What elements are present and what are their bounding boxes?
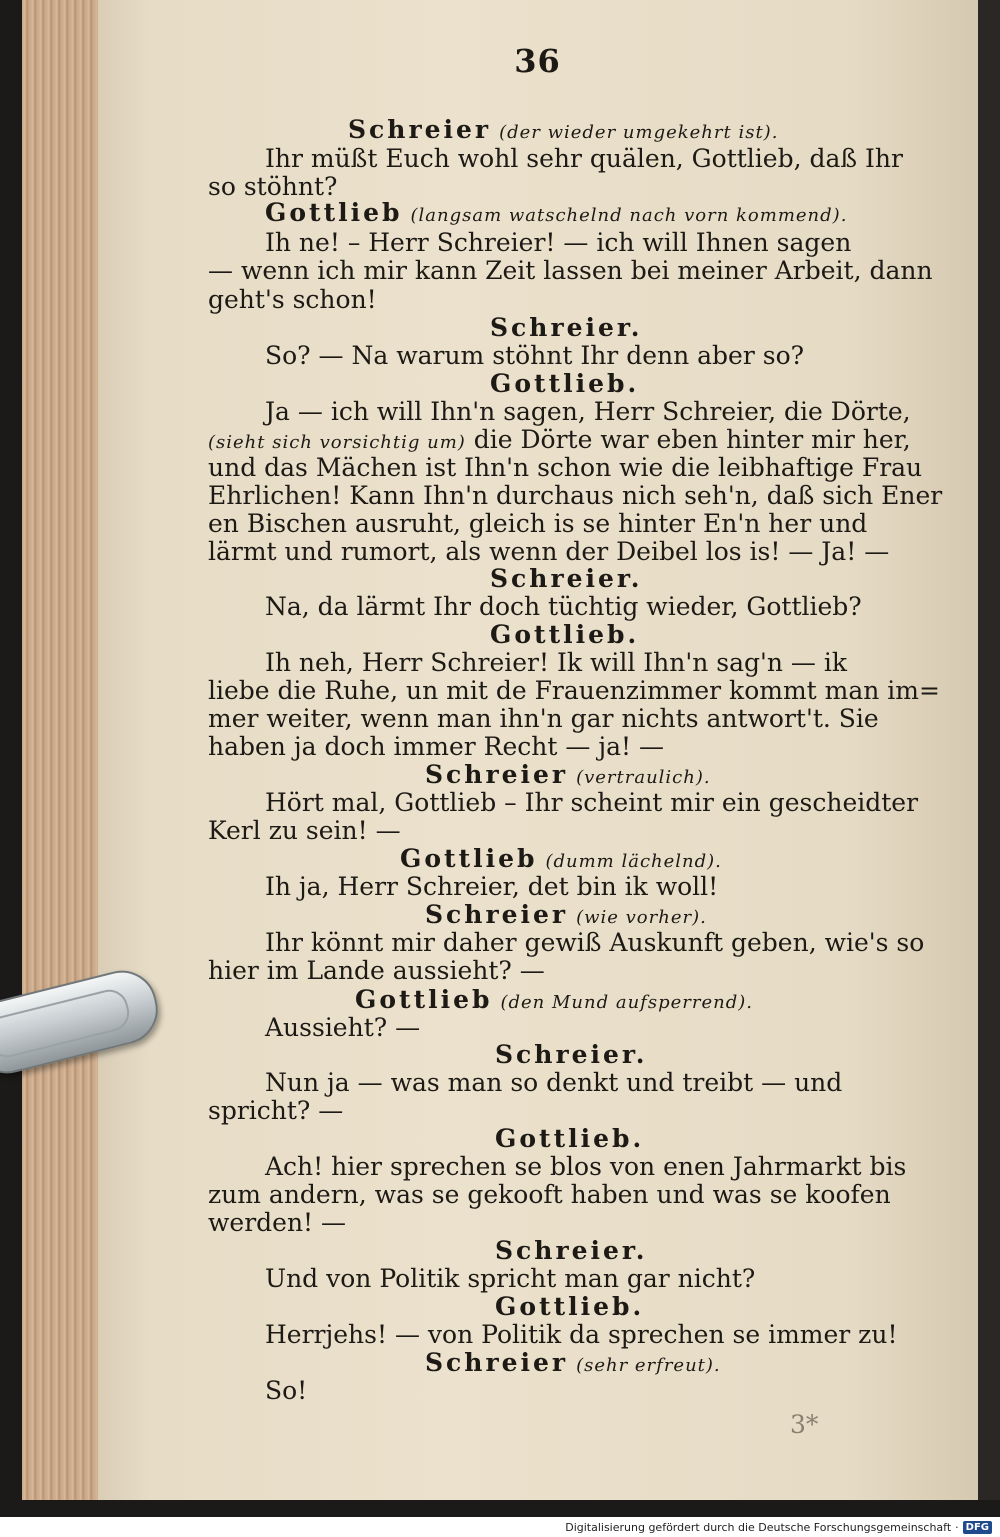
text-line: geht's schon! [208, 285, 377, 314]
speaker-name: Schreier [348, 115, 492, 144]
text-line: mer weiter, wenn man ihn'n gar nichts antwort't. Sie [208, 704, 879, 733]
text-line: Ja — ich will Ihn'n sagen, Herr Schreier, die Dörte, [265, 397, 911, 426]
speaker-name: Gottlieb [400, 844, 538, 873]
text-line: und das Mächen ist Ihn'n schon wie die leibhaftige Frau [208, 453, 923, 482]
stage-direction: (sieht sich vorsichtig um) [208, 432, 466, 453]
text-line: zum andern, was se gekooft haben und was se koofen [208, 1180, 891, 1209]
stage-direction: (vertraulich). [576, 767, 711, 788]
speaker-name: Gottlieb. [490, 369, 640, 398]
dfg-logo: DFG [963, 1521, 992, 1534]
text-line: Ach! hier sprechen se blos von enen Jahrmarkt bis [265, 1152, 907, 1181]
text-line: Ihr müßt Euch wohl sehr quälen, Gottlieb, daß Ihr [265, 144, 903, 173]
text-line: spricht? — [208, 1096, 344, 1125]
speaker-name: Schreier. [495, 1236, 648, 1265]
text-line: werden! — [208, 1208, 347, 1237]
stage-direction: (langsam watschelnd nach vorn kommend). [410, 205, 848, 226]
text-line: Na, da lärmt Ihr doch tüchtig wieder, Gottlieb? [265, 592, 862, 621]
signature-mark: 3* [790, 1410, 819, 1439]
speaker-name: Gottlieb [355, 985, 493, 1014]
footer-text: Digitalisierung gefördert durch die Deutsche Forschungsgemeinschaft [565, 1520, 952, 1534]
stage-direction: (den Mund aufsperrend). [500, 992, 753, 1013]
text-line: So! [265, 1376, 308, 1405]
text-line: Aussieht? — [265, 1013, 421, 1042]
text-line: en Bischen ausruht, gleich is se hinter En'n her und [208, 509, 868, 538]
text-line: Ih neh, Herr Schreier! Ik will Ihn'n sag'n — ik [265, 648, 848, 677]
text-line: So? — Na warum stöhnt Ihr denn aber so? [265, 341, 805, 370]
speaker-heading [265, 198, 847, 231]
text-line: — wenn ich mir kann Zeit lassen bei meiner Arbeit, dann [208, 256, 933, 285]
speaker-name: Schreier. [490, 564, 643, 593]
speaker-name: Schreier. [495, 1040, 648, 1069]
speaker-name: Gottlieb. [495, 1124, 645, 1153]
text-line: Ih ne! – Herr Schreier! — ich will Ihnen sagen [265, 228, 852, 257]
text-line: Kerl zu sein! — [208, 816, 401, 845]
speaker-name: Gottlieb. [490, 620, 640, 649]
text-line: Ih ja, Herr Schreier, det bin ik woll! [265, 872, 719, 901]
stage-direction: (dumm lächelnd). [545, 851, 722, 872]
text-line: liebe die Ruhe, un mit de Frauenzimmer kommt man im= [208, 676, 940, 705]
page-content [100, 0, 975, 1500]
text-line: hier im Lande aussieht? — [208, 956, 545, 985]
text-line: Hört mal, Gottlieb – Ihr scheint mir ein gescheidter [265, 788, 919, 817]
speaker-name: Schreier [425, 900, 569, 929]
text-line: Ihr könnt mir daher gewiß Auskunft geben, wie's so [265, 928, 925, 957]
text-fragment: die Dörte war eben hinter mir her, [465, 425, 911, 454]
right-dark-edge [975, 0, 1000, 1500]
speaker-name: Schreier [425, 1348, 569, 1377]
text-line: haben ja doch immer Recht — ja! — [208, 732, 664, 761]
digitization-footer: Digitalisierung gefördert durch die Deutsche Forschungsgemeinschaft · DFG [565, 1518, 992, 1536]
speaker-heading [425, 1348, 721, 1381]
speaker-name: Schreier [425, 760, 569, 789]
speaker-name: Gottlieb [265, 198, 403, 227]
page-number: 36 [514, 42, 561, 80]
text-line: Ehrlichen! Kann Ihn'n durchaus nich seh'n, daß sich Ener [208, 481, 943, 510]
stage-direction: (sehr erfreut). [576, 1355, 721, 1376]
text-line: so stöhnt? [208, 172, 338, 201]
text-line: Herrjehs! — von Politik da sprechen se immer zu! [265, 1320, 898, 1349]
speaker-name: Schreier. [490, 313, 643, 342]
text-line: lärmt und rumort, als wenn der Deibel los is! — Ja! — [208, 537, 890, 566]
text-line: Und von Politik spricht man gar nicht? [265, 1264, 756, 1293]
stacked-page-edges [22, 0, 103, 1500]
stage-direction: (wie vorher). [576, 907, 707, 928]
speaker-name: Gottlieb. [495, 1292, 645, 1321]
text-line: Nun ja — was man so denkt und treibt — und [265, 1068, 843, 1097]
stage-direction: (der wieder umgekehrt ist). [499, 122, 779, 143]
